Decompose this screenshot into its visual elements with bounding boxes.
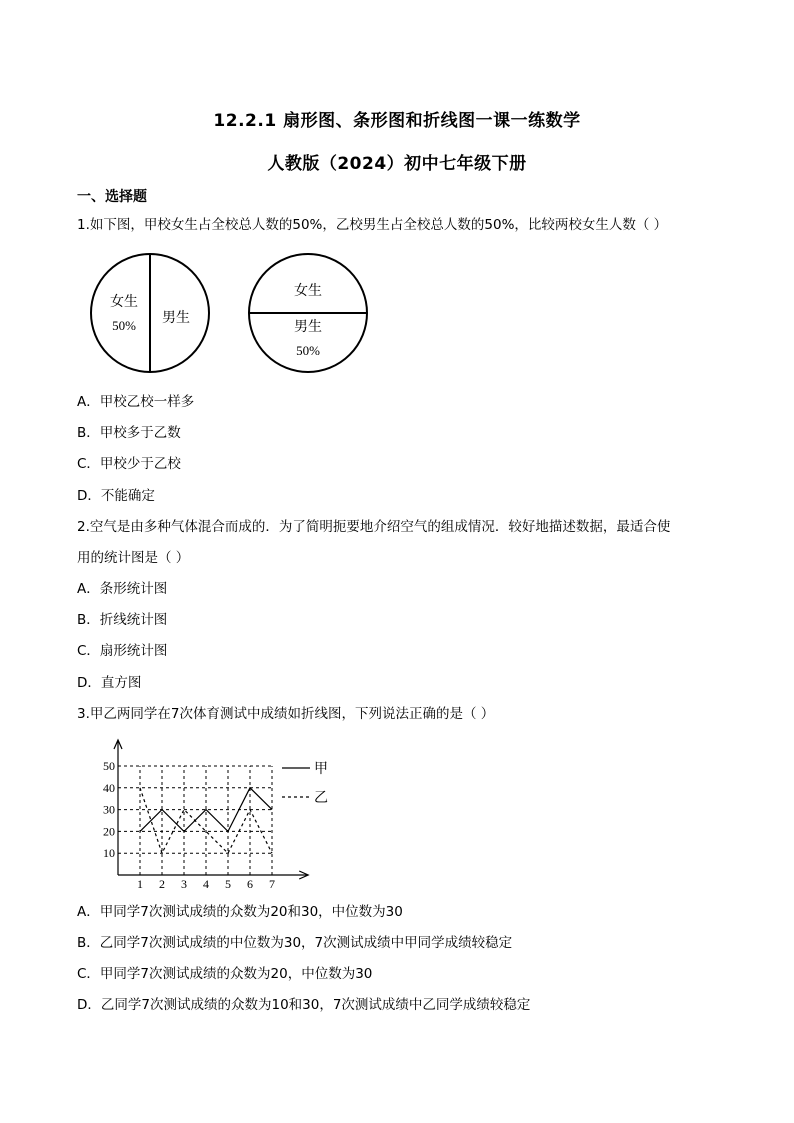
question-1-figure — [90, 252, 380, 374]
y-tick-label: 40 — [103, 780, 115, 795]
x-tick-label: 2 — [159, 877, 165, 891]
question-3-stem: 3.甲乙两同学在7次体育测试中成绩如折线图，下列说法正确的是（ ） — [77, 706, 495, 722]
question-1-option-c: C．甲校少于乙校 — [77, 456, 181, 472]
pie-right-boy-pct: 50% — [296, 343, 320, 358]
question-3-option-c: C．甲同学7次测试成绩的众数为20，中位数为30 — [77, 966, 373, 982]
x-tick-label: 7 — [269, 877, 275, 891]
question-2-option-d: D．直方图 — [77, 675, 142, 691]
doc-title: 12.2.1 扇形图、条形图和折线图一课一练数学 — [213, 111, 581, 131]
y-tick-label: 10 — [103, 846, 115, 861]
question-1-option-a: A．甲校乙校一样多 — [77, 394, 195, 410]
x-tick-label: 1 — [137, 877, 143, 891]
y-tick-label: 30 — [103, 802, 115, 817]
question-3-option-b: B．乙同学7次测试成绩的中位数为30，7次测试成绩中甲同学成绩较稳定 — [77, 935, 513, 951]
section-heading: 一、选择题 — [77, 189, 147, 205]
x-tick-label: 3 — [181, 877, 187, 891]
x-tick-label: 4 — [203, 877, 209, 891]
pie-left — [91, 254, 209, 372]
y-tick-label: 50 — [103, 759, 115, 773]
question-2-stem-line1: 2.空气是由多种气体混合而成的．为了简明扼要地介绍空气的组成情况．较好地描述数据，最适合使 — [77, 519, 671, 535]
question-2-stem-line2: 用的统计图是（ ） — [77, 550, 190, 566]
question-1-option-b: B．甲校多于乙数 — [77, 425, 181, 441]
legend-label: 甲 — [314, 761, 328, 777]
pie-left-girl-label: 女生 — [110, 294, 138, 310]
y-tick-label: 20 — [103, 824, 115, 839]
question-1-stem: 1.如下图，甲校女生占全校总人数的50%，乙校男生占全校总人数的50%，比较两校女生人数（ ） — [77, 217, 668, 233]
question-3-option-d: D．乙同学7次测试成绩的众数为10和30，7次测试成绩中乙同学成绩较稳定 — [77, 997, 531, 1013]
question-3-line-chart — [90, 735, 350, 895]
pie-right-boy-label: 男生 — [294, 319, 322, 335]
question-3-option-a: A．甲同学7次测试成绩的众数为20和30，中位数为30 — [77, 904, 403, 920]
question-2-option-c: C．扇形统计图 — [77, 643, 168, 659]
legend-label: 乙 — [314, 790, 328, 806]
x-tick-label: 5 — [225, 877, 231, 891]
question-2-option-a: A．条形统计图 — [77, 581, 168, 597]
pie-right — [249, 254, 367, 372]
doc-subtitle: 人教版（2024）初中七年级下册 — [267, 154, 527, 174]
question-2-option-b: B．折线统计图 — [77, 612, 168, 628]
x-tick-label: 6 — [247, 877, 253, 891]
question-1-option-d: D．不能确定 — [77, 488, 155, 504]
pie-right-girl-label: 女生 — [294, 283, 322, 299]
pie-left-girl-pct: 50% — [112, 318, 136, 333]
pie-left-boy-label: 男生 — [162, 310, 190, 326]
